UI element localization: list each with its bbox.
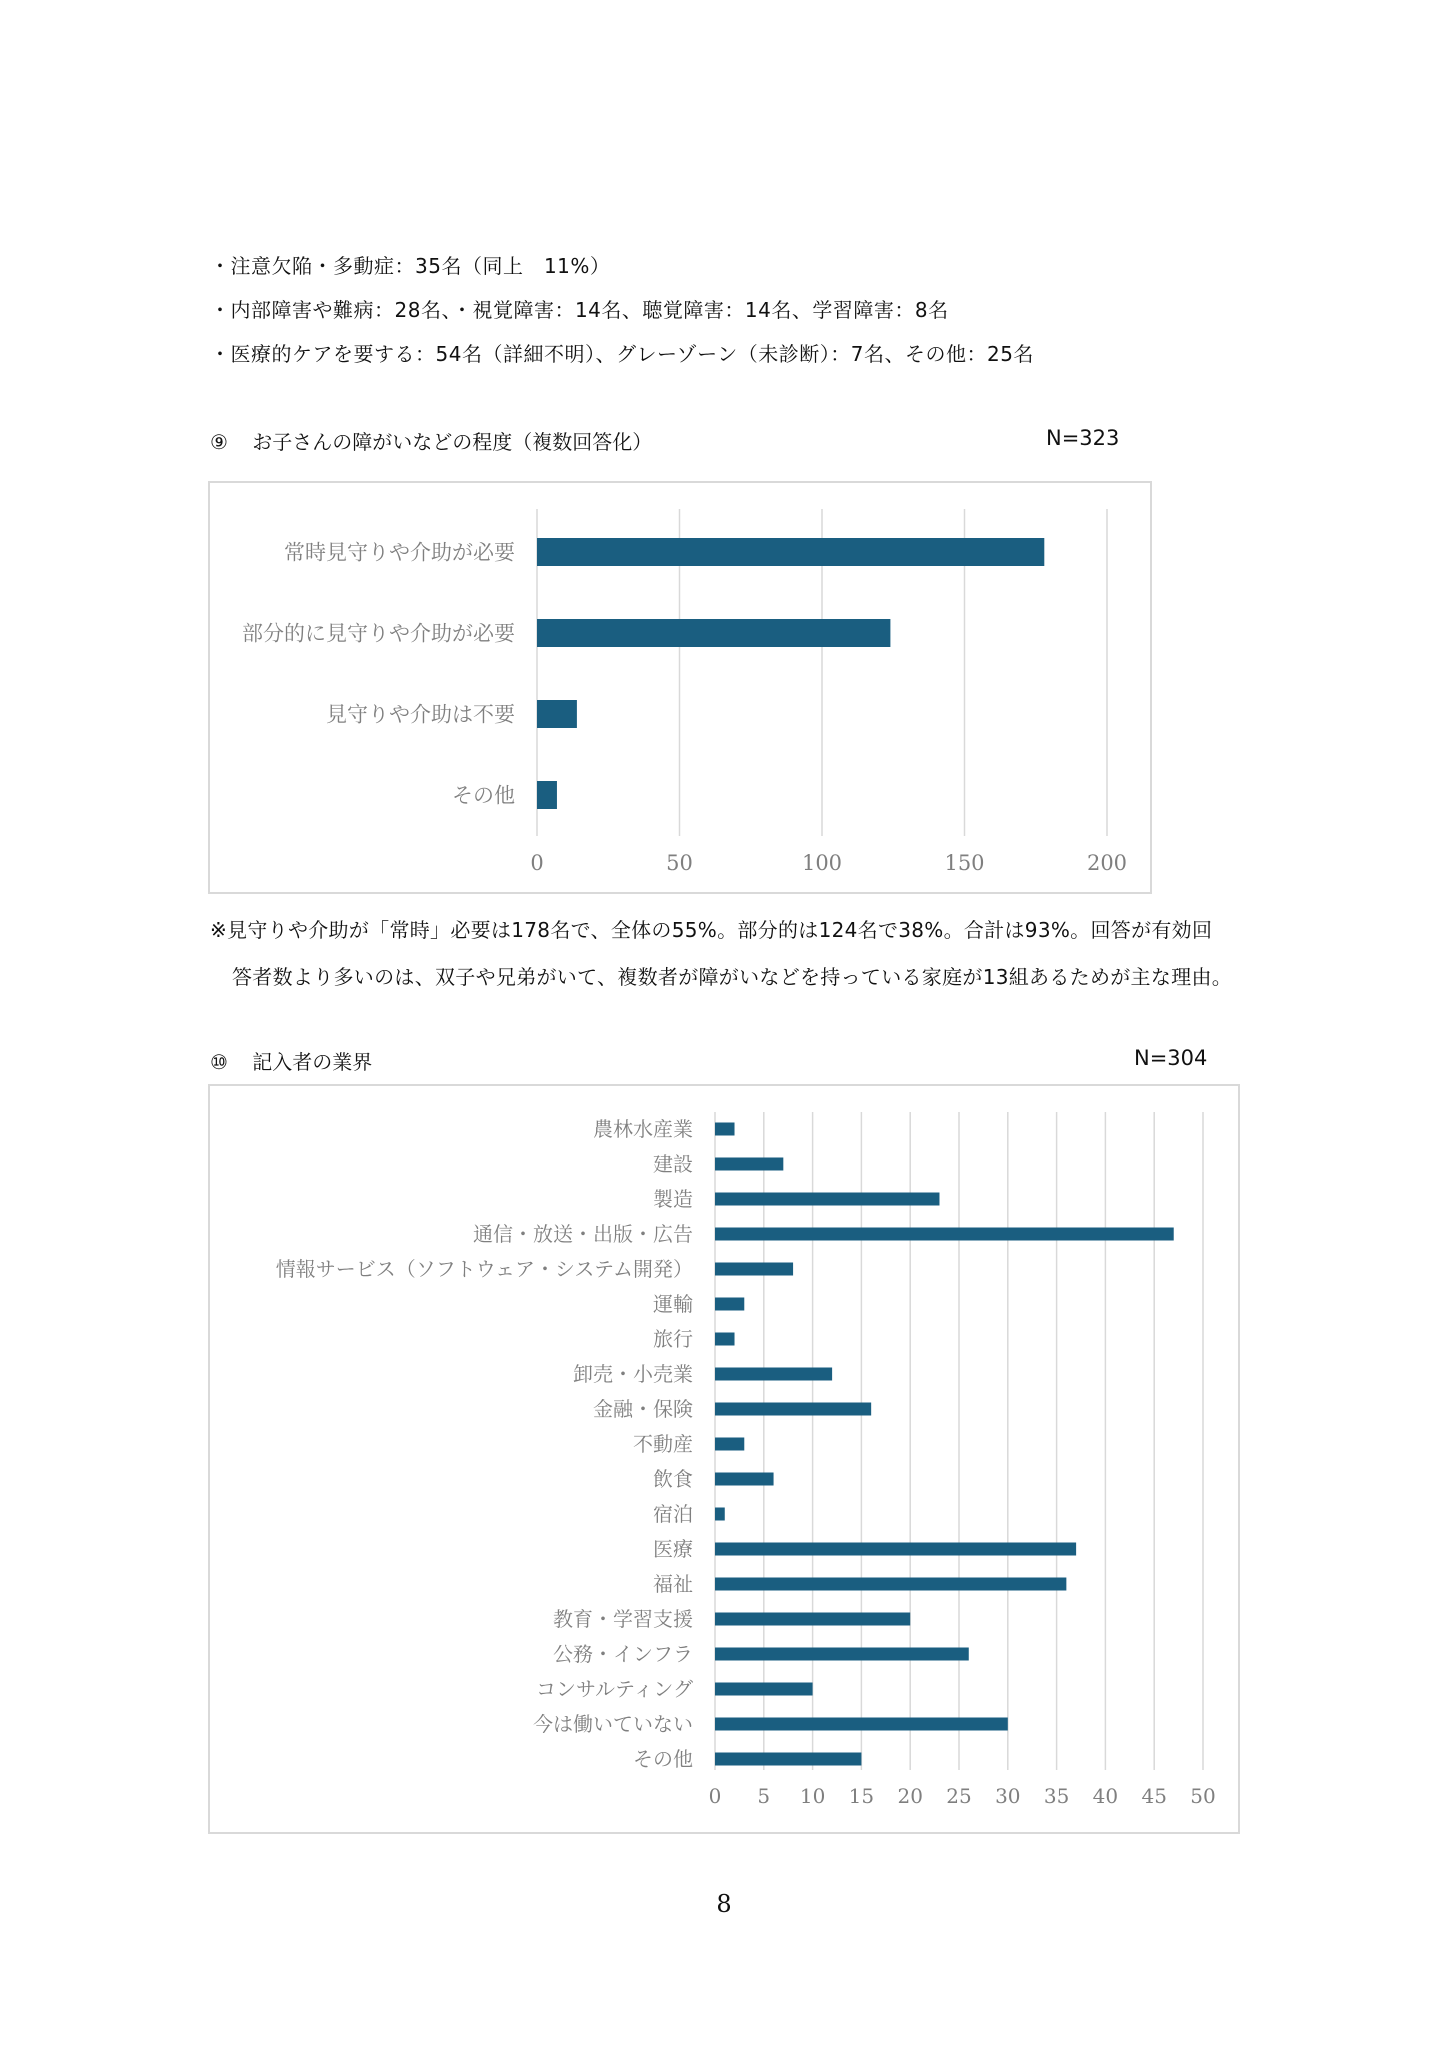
chart1-bar	[537, 700, 577, 728]
chart2-bar	[715, 1753, 861, 1766]
chart2-category-label: 飲食	[653, 1467, 693, 1492]
chart2-category-label: コンサルティング	[536, 1677, 693, 1702]
chart-industry	[208, 1084, 1240, 1834]
chart2-category-label: 金融・保険	[593, 1397, 693, 1422]
section10-n: N=304	[1134, 1046, 1208, 1070]
chart2-category-label: 旅行	[653, 1327, 693, 1352]
chart2-tick-label: 5	[757, 1784, 771, 1808]
chart2-tick-label: 30	[995, 1784, 1021, 1808]
note-line-1: ※見守りや介助が「常時」必要は178名で、全体の55%。部分的は124名で38%。合計は93%。回答が有効回	[210, 918, 1213, 942]
section10-title: 記入者の業界	[252, 1050, 373, 1074]
chart2-bar	[715, 1718, 1008, 1731]
chart2-tick-label: 20	[897, 1784, 923, 1808]
chart2-category-label: 医療	[653, 1537, 693, 1562]
chart2-bar	[715, 1578, 1066, 1591]
chart2-bar	[715, 1438, 744, 1451]
chart2-tick-label: 45	[1141, 1784, 1167, 1808]
chart2-bar	[715, 1403, 871, 1416]
bullet-adhd: ・注意欠陥・多動症：35名（同上 11%）	[210, 254, 611, 278]
section9-marker: ⑨	[210, 430, 228, 454]
chart2-bar	[715, 1228, 1174, 1241]
section10-marker: ⑩	[210, 1050, 228, 1074]
chart1-tick-label: 50	[666, 851, 693, 875]
chart1-bar	[537, 619, 890, 647]
chart1-category-label: 部分的に見守りや介助が必要	[242, 621, 515, 646]
chart2-category-label: 今は働いていない	[533, 1712, 693, 1737]
chart2-tick-label: 50	[1190, 1784, 1216, 1808]
chart2-category-label: 宿泊	[653, 1502, 693, 1527]
chart1-category-label: その他	[452, 783, 515, 808]
chart2-bar	[715, 1508, 725, 1521]
section10-heading	[210, 1046, 372, 1075]
chart2-bar	[715, 1158, 783, 1171]
chart2-category-label: 公務・インフラ	[553, 1642, 693, 1667]
chart1-tick-label: 0	[530, 851, 544, 875]
chart2-category-label: 情報サービス（ソフトウェア・システム開発）	[275, 1257, 693, 1282]
chart2-tick-label: 10	[799, 1784, 826, 1808]
chart2-tick-label: 15	[848, 1784, 875, 1808]
chart1-bar	[537, 781, 557, 809]
chart2-category-label: 製造	[653, 1187, 693, 1212]
chart-disability-level	[208, 481, 1152, 894]
bullet-internal-disorders: ・内部障害や難病：28名、・視覚障害：14名、聴覚障害：14名、学習障害：8名	[210, 298, 949, 322]
chart2-bar	[715, 1613, 910, 1626]
chart2-category-label: その他	[633, 1747, 693, 1772]
note-line-2: 答者数より多いのは、双子や兄弟がいて、複数者が障がいなどを持っている家庭が13組あるためが主な理由。	[232, 965, 1233, 989]
chart1-tick-label: 150	[944, 851, 985, 875]
section9-heading	[210, 426, 652, 455]
chart2-tick-label: 35	[1043, 1784, 1070, 1808]
chart2-bar	[715, 1648, 969, 1661]
chart2-bar	[715, 1263, 793, 1276]
section9-title: お子さんの障がいなどの程度（複数回答化）	[252, 430, 653, 454]
chart2-tick-label: 0	[708, 1784, 722, 1808]
chart2-bar	[715, 1473, 774, 1486]
chart2-category-label: 建設	[653, 1152, 693, 1177]
chart2-bar	[715, 1333, 735, 1346]
chart2-category-label: 教育・学習支援	[553, 1607, 693, 1632]
section9-n: N=323	[1046, 426, 1120, 450]
chart-industry-svg	[210, 1086, 1242, 1836]
chart1-bar	[537, 538, 1044, 566]
chart2-bar	[715, 1298, 744, 1311]
bullet-medical-care: ・医療的ケアを要する：54名（詳細不明）、グレーゾーン（未診断）：7名、その他：25名	[210, 342, 1034, 366]
chart2-bar	[715, 1368, 832, 1381]
chart2-category-label: 福祉	[653, 1572, 693, 1597]
chart2-category-label: 農林水産業	[593, 1117, 693, 1142]
chart2-category-label: 不動産	[633, 1432, 693, 1457]
chart-disability-level-svg	[210, 483, 1154, 896]
page-number: 8	[716, 1890, 732, 1918]
chart2-bar	[715, 1123, 735, 1136]
chart1-category-label: 見守りや介助は不要	[326, 702, 515, 727]
chart2-tick-label: 40	[1092, 1784, 1119, 1808]
chart2-bar	[715, 1543, 1076, 1556]
chart1-tick-label: 100	[801, 851, 843, 875]
chart2-bar	[715, 1683, 813, 1696]
chart2-category-label: 卸売・小売業	[573, 1362, 693, 1387]
chart2-category-label: 運輸	[653, 1292, 693, 1317]
chart2-tick-label: 25	[946, 1784, 972, 1808]
chart2-category-label: 通信・放送・出版・広告	[473, 1222, 693, 1247]
chart1-category-label: 常時見守りや介助が必要	[284, 540, 515, 565]
chart1-tick-label: 200	[1086, 851, 1128, 875]
chart2-bar	[715, 1193, 939, 1206]
